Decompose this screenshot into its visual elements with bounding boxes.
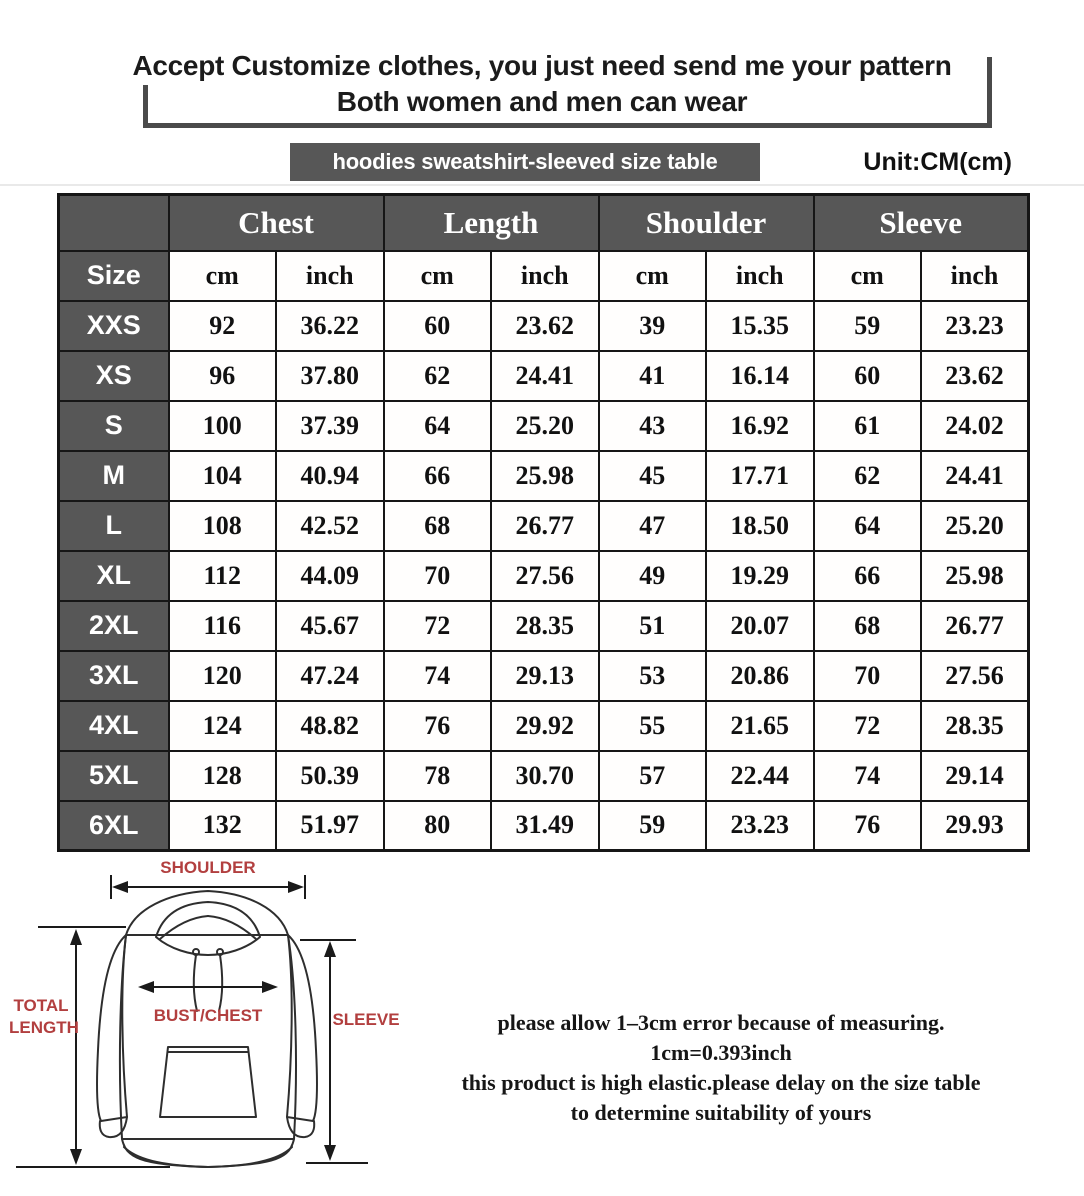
total-length-measure-label-1: TOTAL [13, 996, 69, 1015]
value-cell: 128 [169, 751, 277, 801]
value-cell: 29.14 [921, 751, 1029, 801]
hood-outline [126, 891, 288, 935]
value-cell: 74 [384, 651, 492, 701]
value-cell: 24.02 [921, 401, 1029, 451]
value-cell: 16.14 [706, 351, 814, 401]
value-cell: 55 [599, 701, 707, 751]
drawstring-right [219, 955, 222, 1011]
value-cell: 64 [814, 501, 922, 551]
shoulder-arrowhead-left [112, 881, 128, 893]
sub-header-inch: inch [706, 251, 814, 301]
hoodie-illustration [8, 855, 412, 1193]
sub-header-cm: cm [169, 251, 277, 301]
value-cell: 112 [169, 551, 277, 601]
value-cell: 29.92 [491, 701, 599, 751]
value-cell: 60 [384, 301, 492, 351]
value-cell: 59 [814, 301, 922, 351]
value-cell: 27.56 [921, 651, 1029, 701]
size-table-body [59, 301, 1029, 851]
value-cell: 60 [814, 351, 922, 401]
value-cell: 53 [599, 651, 707, 701]
value-cell: 27.56 [491, 551, 599, 601]
value-cell: 30.70 [491, 751, 599, 801]
table-row [59, 451, 1029, 501]
measurement-notes [415, 1008, 1027, 1128]
size-label: 6XL [59, 801, 169, 851]
value-cell: 92 [169, 301, 277, 351]
size-label: 5XL [59, 751, 169, 801]
table-row [59, 751, 1029, 801]
page-title [0, 48, 1084, 120]
group-header-length: Length [384, 195, 599, 251]
table-row [59, 501, 1029, 551]
pocket [160, 1047, 256, 1117]
value-cell: 45.67 [276, 601, 384, 651]
size-header: Size [59, 251, 169, 301]
value-cell: 120 [169, 651, 277, 701]
value-cell: 21.65 [706, 701, 814, 751]
value-cell: 23.23 [706, 801, 814, 851]
value-cell: 25.98 [921, 551, 1029, 601]
value-cell: 44.09 [276, 551, 384, 601]
table-row [59, 351, 1029, 401]
table-row [59, 801, 1029, 851]
value-cell: 16.92 [706, 401, 814, 451]
value-cell: 40.94 [276, 451, 384, 501]
value-cell: 23.23 [921, 301, 1029, 351]
value-cell: 72 [384, 601, 492, 651]
value-cell: 78 [384, 751, 492, 801]
table-title-banner: hoodies sweatshirt-sleeved size table [290, 143, 760, 181]
sleeve-arrowhead-bottom [324, 1145, 336, 1161]
size-label: L [59, 501, 169, 551]
value-cell: 28.35 [921, 701, 1029, 751]
table-row [59, 401, 1029, 451]
sub-header-cm: cm [814, 251, 922, 301]
sub-header-inch: inch [921, 251, 1029, 301]
value-cell: 23.62 [921, 351, 1029, 401]
value-cell: 124 [169, 701, 277, 751]
value-cell: 50.39 [276, 751, 384, 801]
value-cell: 26.77 [491, 501, 599, 551]
table-row [59, 651, 1029, 701]
value-cell: 36.22 [276, 301, 384, 351]
value-cell: 31.49 [491, 801, 599, 851]
size-label: XXS [59, 301, 169, 351]
page-title-line2: Both women and men can wear [336, 86, 748, 117]
value-cell: 108 [169, 501, 277, 551]
value-cell: 51 [599, 601, 707, 651]
value-cell: 26.77 [921, 601, 1029, 651]
value-cell: 37.39 [276, 401, 384, 451]
group-header-row [59, 195, 1029, 251]
value-cell: 70 [814, 651, 922, 701]
value-cell: 43 [599, 401, 707, 451]
divider-line [0, 184, 1084, 186]
value-cell: 47.24 [276, 651, 384, 701]
value-cell: 25.20 [921, 501, 1029, 551]
size-label: XS [59, 351, 169, 401]
value-cell: 42.52 [276, 501, 384, 551]
sub-header-cm: cm [599, 251, 707, 301]
note-line: to determine suitability of yours [570, 1100, 872, 1125]
value-cell: 24.41 [491, 351, 599, 401]
value-cell: 64 [384, 401, 492, 451]
note-line: 1cm=0.393inch [650, 1040, 792, 1065]
sub-header-inch: inch [276, 251, 384, 301]
page-title-line1: Accept Customize clothes, you just need send me your pattern [132, 50, 952, 81]
value-cell: 17.71 [706, 451, 814, 501]
value-cell: 96 [169, 351, 277, 401]
total-length-arrowhead-top [70, 929, 82, 945]
size-label: XL [59, 551, 169, 601]
total-length-arrowhead-bottom [70, 1149, 82, 1165]
value-cell: 15.35 [706, 301, 814, 351]
value-cell: 29.13 [491, 651, 599, 701]
table-row [59, 301, 1029, 351]
group-header-sleeve: Sleeve [814, 195, 1029, 251]
value-cell: 47 [599, 501, 707, 551]
hem-band [122, 1139, 294, 1167]
bust-arrowhead-left [138, 981, 154, 993]
group-header-chest: Chest [169, 195, 384, 251]
size-label: 4XL [59, 701, 169, 751]
value-cell: 39 [599, 301, 707, 351]
value-cell: 68 [384, 501, 492, 551]
value-cell: 100 [169, 401, 277, 451]
sub-header-row [59, 251, 1029, 301]
value-cell: 18.50 [706, 501, 814, 551]
bust-arrowhead-right [262, 981, 278, 993]
value-cell: 49 [599, 551, 707, 601]
corner-cell [59, 195, 169, 251]
table-row [59, 701, 1029, 751]
note-line: please allow 1–3cm error because of measuring. [497, 1010, 945, 1035]
table-row [59, 601, 1029, 651]
value-cell: 116 [169, 601, 277, 651]
sleeve-arrowhead-top [324, 941, 336, 957]
value-cell: 59 [599, 801, 707, 851]
bust-chest-measure-label: BUST/CHEST [153, 1006, 263, 1025]
value-cell: 68 [814, 601, 922, 651]
value-cell: 28.35 [491, 601, 599, 651]
value-cell: 19.29 [706, 551, 814, 601]
value-cell: 70 [384, 551, 492, 601]
size-label: M [59, 451, 169, 501]
value-cell: 20.07 [706, 601, 814, 651]
value-cell: 80 [384, 801, 492, 851]
value-cell: 37.80 [276, 351, 384, 401]
group-header-shoulder: Shoulder [599, 195, 814, 251]
value-cell: 24.41 [921, 451, 1029, 501]
value-cell: 23.62 [491, 301, 599, 351]
value-cell: 62 [814, 451, 922, 501]
value-cell: 25.20 [491, 401, 599, 451]
value-cell: 61 [814, 401, 922, 451]
drawstring-left [194, 955, 197, 1011]
unit-label: Unit:CM(cm) [863, 148, 1012, 176]
note-line: this product is high elastic.please delay on the size table [461, 1070, 981, 1095]
value-cell: 76 [384, 701, 492, 751]
total-length-measure-label-2: LENGTH [9, 1018, 79, 1037]
sleeve-measure-label: SLEEVE [332, 1010, 400, 1029]
value-cell: 41 [599, 351, 707, 401]
sub-header-inch: inch [491, 251, 599, 301]
value-cell: 51.97 [276, 801, 384, 851]
table-row [59, 551, 1029, 601]
value-cell: 45 [599, 451, 707, 501]
value-cell: 76 [814, 801, 922, 851]
body-outline [120, 935, 296, 1139]
shoulder-measure-label: SHOULDER [160, 858, 256, 877]
value-cell: 66 [384, 451, 492, 501]
value-cell: 66 [814, 551, 922, 601]
value-cell: 48.82 [276, 701, 384, 751]
size-label: 3XL [59, 651, 169, 701]
shoulder-arrowhead-right [288, 881, 304, 893]
value-cell: 72 [814, 701, 922, 751]
value-cell: 74 [814, 751, 922, 801]
sub-header-cm: cm [384, 251, 492, 301]
value-cell: 57 [599, 751, 707, 801]
hem-band-lower [124, 1147, 292, 1167]
size-label: 2XL [59, 601, 169, 651]
size-label: S [59, 401, 169, 451]
hood-opening [156, 902, 260, 955]
value-cell: 62 [384, 351, 492, 401]
value-cell: 132 [169, 801, 277, 851]
value-cell: 104 [169, 451, 277, 501]
value-cell: 20.86 [706, 651, 814, 701]
value-cell: 29.93 [921, 801, 1029, 851]
value-cell: 25.98 [491, 451, 599, 501]
hoodie-diagram [8, 855, 412, 1193]
value-cell: 22.44 [706, 751, 814, 801]
size-table [57, 193, 1030, 852]
